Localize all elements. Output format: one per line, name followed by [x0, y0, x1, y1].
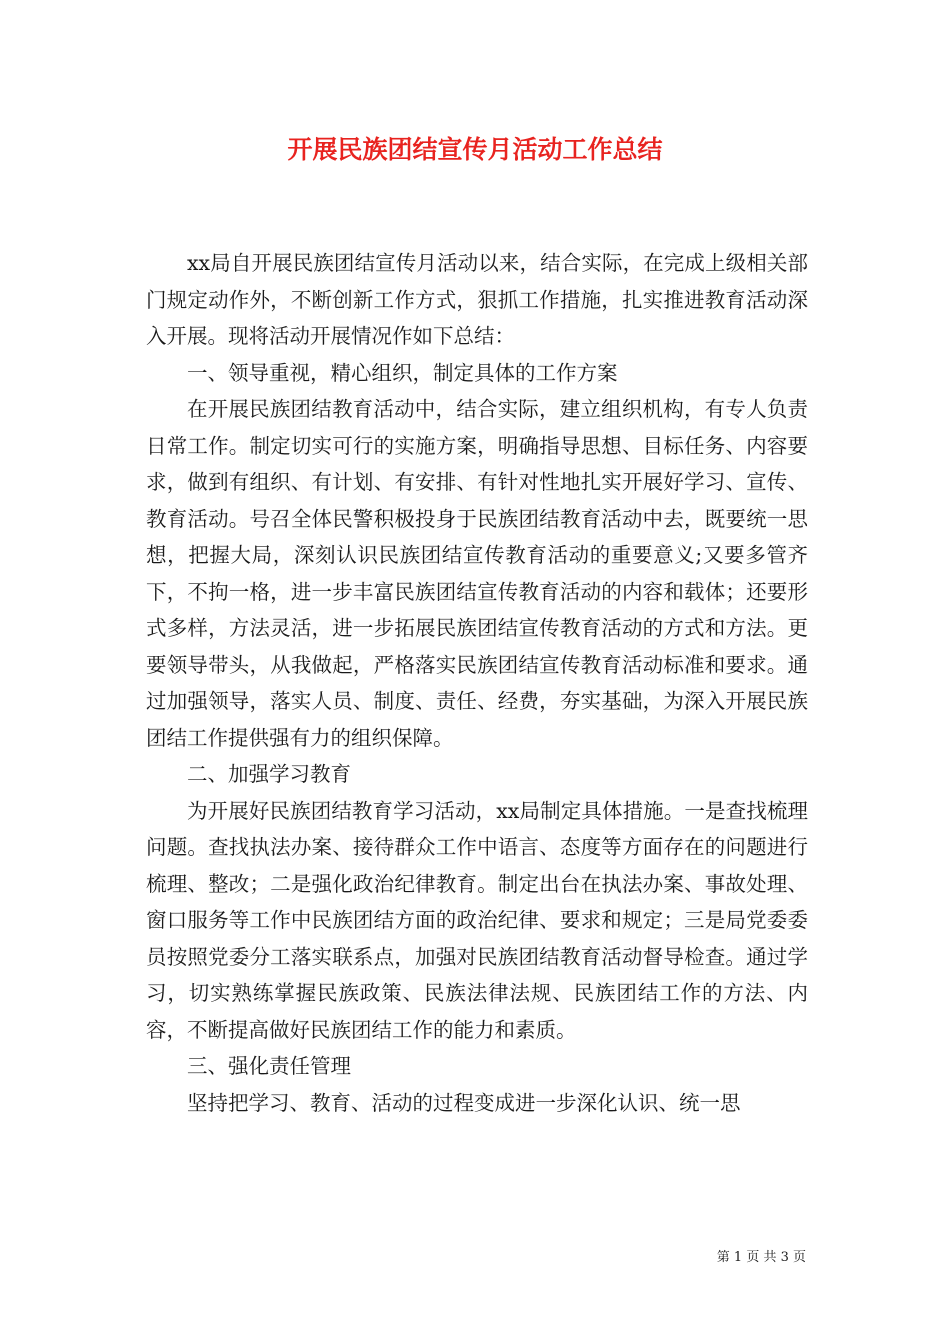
section-heading-3: 三、强化责任管理	[187, 1054, 351, 1078]
section-heading-2: 二、加强学习教育	[187, 762, 351, 786]
document-body	[146, 245, 808, 1121]
section-1-paragraph: 在开展民族团结教育活动中，结合实际，建立组织机构，有专人负责日常工作。制定切实可行的实施方案，明确指导思想、目标任务、内容要求，做到有组织、有计划、有安排、有针对性地扎实开展好学习、宣传、教育活动。号召全体民警积极投身于民族团结教育活动中去，既要统一思想，把握大局，深刻认识民族团结宣传教育活动的重要意义;又要多管齐下，不拘一格，进一步丰富民族团结宣传教育活动的内容和载体；还要形式多样，方法灵活，进一步拓展民族团结宣传教育活动的方式和方法。更要领导带头，从我做起，严格落实民族团结宣传教育活动标准和要求。通过加强领导，落实人员、制度、责任、经费，夯实基础，为深入开展民族团结工作提供强有力的组织保障。	[146, 397, 808, 750]
intro-paragraph: xx局自开展民族团结宣传月活动以来，结合实际，在完成上级相关部门规定动作外，不断创新工作方式，狠抓工作措施，扎实推进教育活动深入开展。现将活动开展情况作如下总结：	[146, 251, 808, 348]
section-2-paragraph: 为开展好民族团结教育学习活动，xx局制定具体措施。一是查找梳理问题。查找执法办案、接待群众工作中语言、态度等方面存在的问题进行梳理、整改；二是强化政治纪律教育。制定出台在执法办案、事故处理、窗口服务等工作中民族团结方面的政治纪律、要求和规定；三是局党委委员按照党委分工落实联系点，加强对民族团结教育活动督导检查。通过学习，切实熟练掌握民族政策、民族法律法规、民族团结工作的方法、内容，不断提高做好民族团结工作的能力和素质。	[146, 798, 808, 1042]
document-title: 开展民族团结宣传月活动工作总结	[287, 135, 663, 164]
page-number-footer: 第 1 页 共 3 页	[716, 1250, 806, 1265]
section-heading-1: 一、领导重视，精心组织，制定具体的工作方案	[187, 360, 618, 385]
section-3-paragraph: 坚持把学习、教育、活动的过程变成进一步深化认识、统一思	[187, 1090, 741, 1115]
